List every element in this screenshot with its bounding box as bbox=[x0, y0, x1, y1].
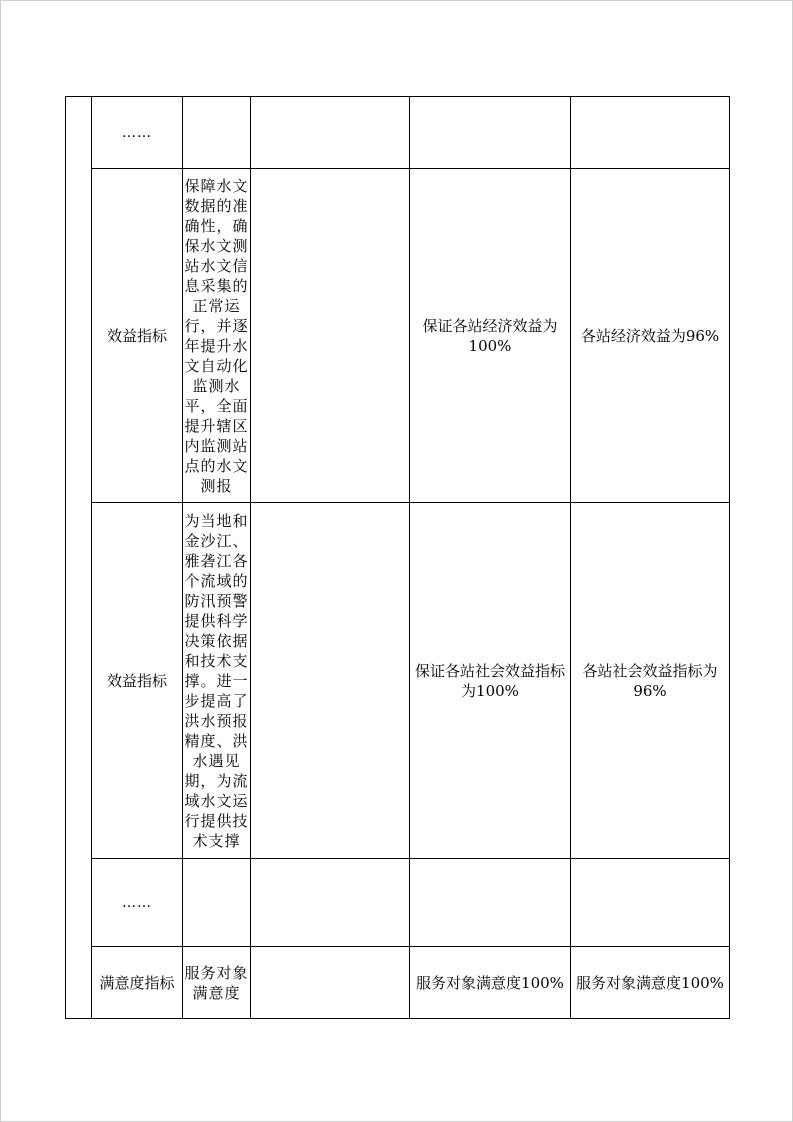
table-row bbox=[66, 97, 730, 169]
metric-label: 效益指标 bbox=[106, 326, 167, 345]
metric-cell bbox=[92, 503, 183, 859]
actual-text: 各站经济效益为96% bbox=[580, 326, 720, 345]
description-cell bbox=[183, 169, 251, 503]
target-text: 保证各站经济效益为100% bbox=[422, 316, 558, 355]
metric-label: 满意度指标 bbox=[99, 973, 175, 992]
target-cell bbox=[410, 97, 571, 169]
actual-cell bbox=[571, 97, 730, 169]
metric-cell bbox=[92, 859, 183, 947]
metric-cell bbox=[92, 97, 183, 169]
table-row bbox=[66, 503, 730, 859]
metric-cell bbox=[92, 169, 183, 503]
description-text: 保障水文数据的准确性，确保水文测站水文信息采集的正常运行，并逐年提升水文自动化监测水平，全面提升辖区内监测站点的水文测报 bbox=[184, 176, 249, 495]
table-row bbox=[66, 859, 730, 947]
description-cell bbox=[183, 859, 251, 947]
actual-text: 各站社会效益指标为96% bbox=[582, 661, 718, 700]
metric-label: 效益指标 bbox=[106, 671, 167, 690]
target-text: 服务对象满意度100% bbox=[416, 973, 564, 992]
target-cell bbox=[410, 947, 571, 1019]
target-cell bbox=[410, 169, 571, 503]
blank-cell bbox=[251, 169, 410, 503]
blank-cell bbox=[251, 97, 410, 169]
target-cell bbox=[410, 859, 571, 947]
description-cell bbox=[183, 97, 251, 169]
metric-cell bbox=[92, 947, 183, 1019]
description-text: 为当地和金沙江、雅砻江各个流域的防汛预警提供科学决策依据和技术支撑。进一步提高了洪水预报精度、洪水遇见期，为流域水文运行提供技术支撑 bbox=[184, 511, 249, 850]
blank-cell bbox=[251, 503, 410, 859]
table-row bbox=[66, 169, 730, 503]
table-row bbox=[66, 947, 730, 1019]
actual-text: 服务对象满意度100% bbox=[576, 973, 724, 992]
metric-label: …… bbox=[122, 895, 152, 911]
description-cell bbox=[183, 503, 251, 859]
description-text: 服务对象满意度 bbox=[184, 963, 249, 1002]
blank-cell bbox=[251, 859, 410, 947]
actual-cell bbox=[571, 503, 730, 859]
actual-cell bbox=[571, 859, 730, 947]
metric-label: …… bbox=[122, 125, 152, 141]
target-cell bbox=[410, 503, 571, 859]
target-text: 保证各站社会效益指标为100% bbox=[414, 661, 565, 700]
description-cell bbox=[183, 947, 251, 1019]
left-blank-column bbox=[66, 97, 92, 1019]
actual-cell bbox=[571, 947, 730, 1019]
actual-cell bbox=[571, 169, 730, 503]
performance-metrics-table bbox=[65, 96, 730, 1019]
blank-cell bbox=[251, 947, 410, 1019]
